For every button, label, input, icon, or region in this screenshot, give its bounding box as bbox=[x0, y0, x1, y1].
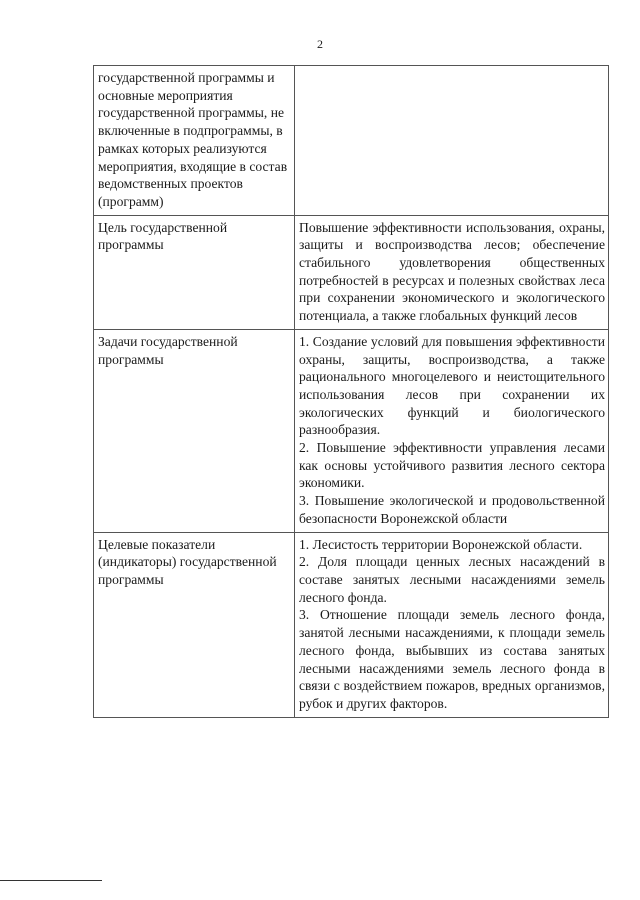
row-label-program-tasks: Задачи государственной программы bbox=[98, 333, 238, 367]
row-label-cell bbox=[94, 329, 295, 532]
program-passport-table bbox=[93, 65, 609, 718]
indicator-item: 1. Лесистость территории Воронежской области. bbox=[299, 536, 583, 552]
row-label-cell bbox=[94, 215, 295, 329]
program-goal-text: Повышение эффективности использования, охраны, защиты и воспроизводства лесов; обеспечение стабильного удовлетворения общественных потребностей в ресурсах и полезных свойствах леса при сохранении экономического и экологического потенциала, а также глобальных функций лесов bbox=[299, 219, 605, 324]
table-row bbox=[94, 66, 609, 216]
task-item: 2. Повышение эффективности управления лесами как основы устойчивого развития лесного сектора экономики. bbox=[299, 440, 605, 491]
row-value-cell bbox=[295, 215, 609, 329]
table-row bbox=[94, 532, 609, 717]
indicator-item: 2. Доля площади ценных лесных насаждений в составе занятых лесными насаждениями земель лесного фонда. bbox=[299, 554, 605, 605]
page-number: 2 bbox=[317, 37, 323, 51]
row-label: государственной программы и основные мероприятия государственной программы, не включенные в подпрограммы, в рамках которых реализуются мероприятия, входящие в состав ведомственных проектов (программ) bbox=[98, 70, 288, 209]
task-item: 1. Создание условий для повышения эффективности охраны, защиты, воспроизводства, а также рационального многоцелевого и неистощительного использования лесов при сохранении их экологических функций и биологического разнообразия. bbox=[299, 333, 605, 438]
row-label-program-goal: Цель государственной программы bbox=[98, 219, 228, 253]
footnote-divider bbox=[0, 880, 102, 881]
row-value-cell bbox=[295, 329, 609, 532]
row-value-cell-empty bbox=[295, 66, 609, 216]
indicator-item: 3. Отношение площади земель лесного фонда, занятой лесными насаждениями, к площади земель лесного фонда, выбывших из состава занятых лесными насаждениями земель лесного фонда в связи с воздействием пожаров, вредных организмов, рубок и других факторов. bbox=[299, 607, 605, 711]
row-label-cell bbox=[94, 66, 295, 216]
row-value-cell bbox=[295, 532, 609, 717]
row-label-cell bbox=[94, 532, 295, 717]
table-row bbox=[94, 329, 609, 532]
row-label-target-indicators: Целевые показатели (индикаторы) государственной программы bbox=[98, 536, 277, 587]
task-item: 3. Повышение экологической и продовольственной безопасности Воронежской области bbox=[299, 493, 605, 526]
table-row bbox=[94, 215, 609, 329]
